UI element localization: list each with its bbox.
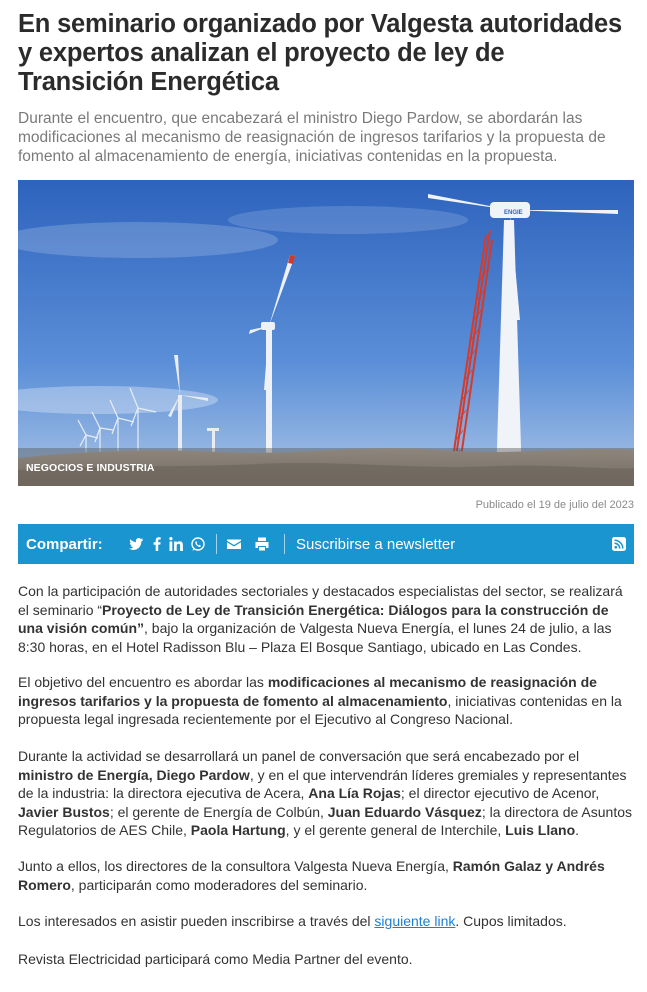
whatsapp-icon[interactable]: [190, 536, 206, 552]
twitter-icon[interactable]: [128, 536, 144, 552]
article-headline: En seminario organizado por Valgesta autoridades y expertos analizan el proyecto de ley de Transición Energética: [18, 10, 622, 96]
paragraph-moderators: Junto a ellos, los directores de la consultora Valgesta Nueva Energía, Ramón Galaz y Andrés Romero, participarán como moderadores del seminario.: [18, 858, 605, 893]
share-bar: [18, 524, 634, 564]
paragraph-panel: Durante la actividad se desarrollará un panel de conversación que será encabezado por el ministro de Energía, Diego Pardow, y en el que intervendrán líderes gremiales y representantes de la industria: la directora ejecutiva de Acera, Ana Lía Rojas; el director ejecutivo de Acenor, Javier Bustos; el gerente de Energía de Colbún, Juan Eduardo Vásquez; la directora de Asuntos Regulatorios de AES Chile, Paola Hartung, y el gerente general de Interchile, Luis Llano.: [18, 748, 633, 838]
paragraph-registration: Los interesados en asistir pueden inscribirse a través del siguiente link. Cupos limitados.: [18, 913, 567, 929]
article-subtitle: Durante el encuentro, que encabezará el ministro Diego Pardow, se abordarán las modificaciones al mecanismo de reasignación de ingresos tarifarios y la propuesta de fomento al almacenamiento de energía, iniciativas contenidas en la propuesta.: [18, 110, 606, 165]
image-category-label[interactable]: NEGOCIOS E INDUSTRIA: [26, 462, 155, 474]
paragraph-media-partner: Revista Electricidad participará como Media Partner del evento.: [18, 951, 413, 967]
rss-icon[interactable]: [611, 536, 627, 552]
paragraph-objective: El objetivo del encuentro es abordar las modificaciones al mecanismo de reasignación de ingresos tarifarios y la propuesta de fomento al almacenamiento, iniciativas contenidas en la propuesta legal ingresada recientemente por el Ejecutivo al Congreso Nacional.: [18, 674, 622, 727]
share-label: Compartir:: [26, 536, 103, 553]
image-category-overlay: [18, 448, 634, 486]
publish-date: Publicado el 19 de julio del 2023: [475, 499, 634, 511]
facebook-icon[interactable]: [149, 536, 165, 552]
linkedin-icon[interactable]: [168, 536, 184, 552]
newsletter-subscribe-link[interactable]: Suscribirse a newsletter: [296, 536, 456, 553]
email-icon[interactable]: [226, 536, 242, 552]
print-icon[interactable]: [254, 536, 270, 552]
share-divider: [284, 534, 285, 554]
registration-link[interactable]: siguiente link: [374, 913, 456, 929]
wind-turbines-photo: [18, 180, 634, 486]
share-divider: [216, 534, 217, 554]
svg-text:ENGIE: ENGIE: [504, 210, 523, 216]
paragraph-intro: Con la participación de autoridades sectoriales y destacados especialistas del sector, se realizará el seminario “Proyecto de Ley de Transición Energética: Diálogos para la construcción de una visión común”, bajo la organización de Valgesta Nueva Energía, el lunes 24 de julio, a las 8:30 horas, en el Hotel Radisson Blu – Plaza El Bosque Santiago, ubicado en Las Condes.: [18, 583, 623, 655]
hero-image: [18, 180, 634, 486]
